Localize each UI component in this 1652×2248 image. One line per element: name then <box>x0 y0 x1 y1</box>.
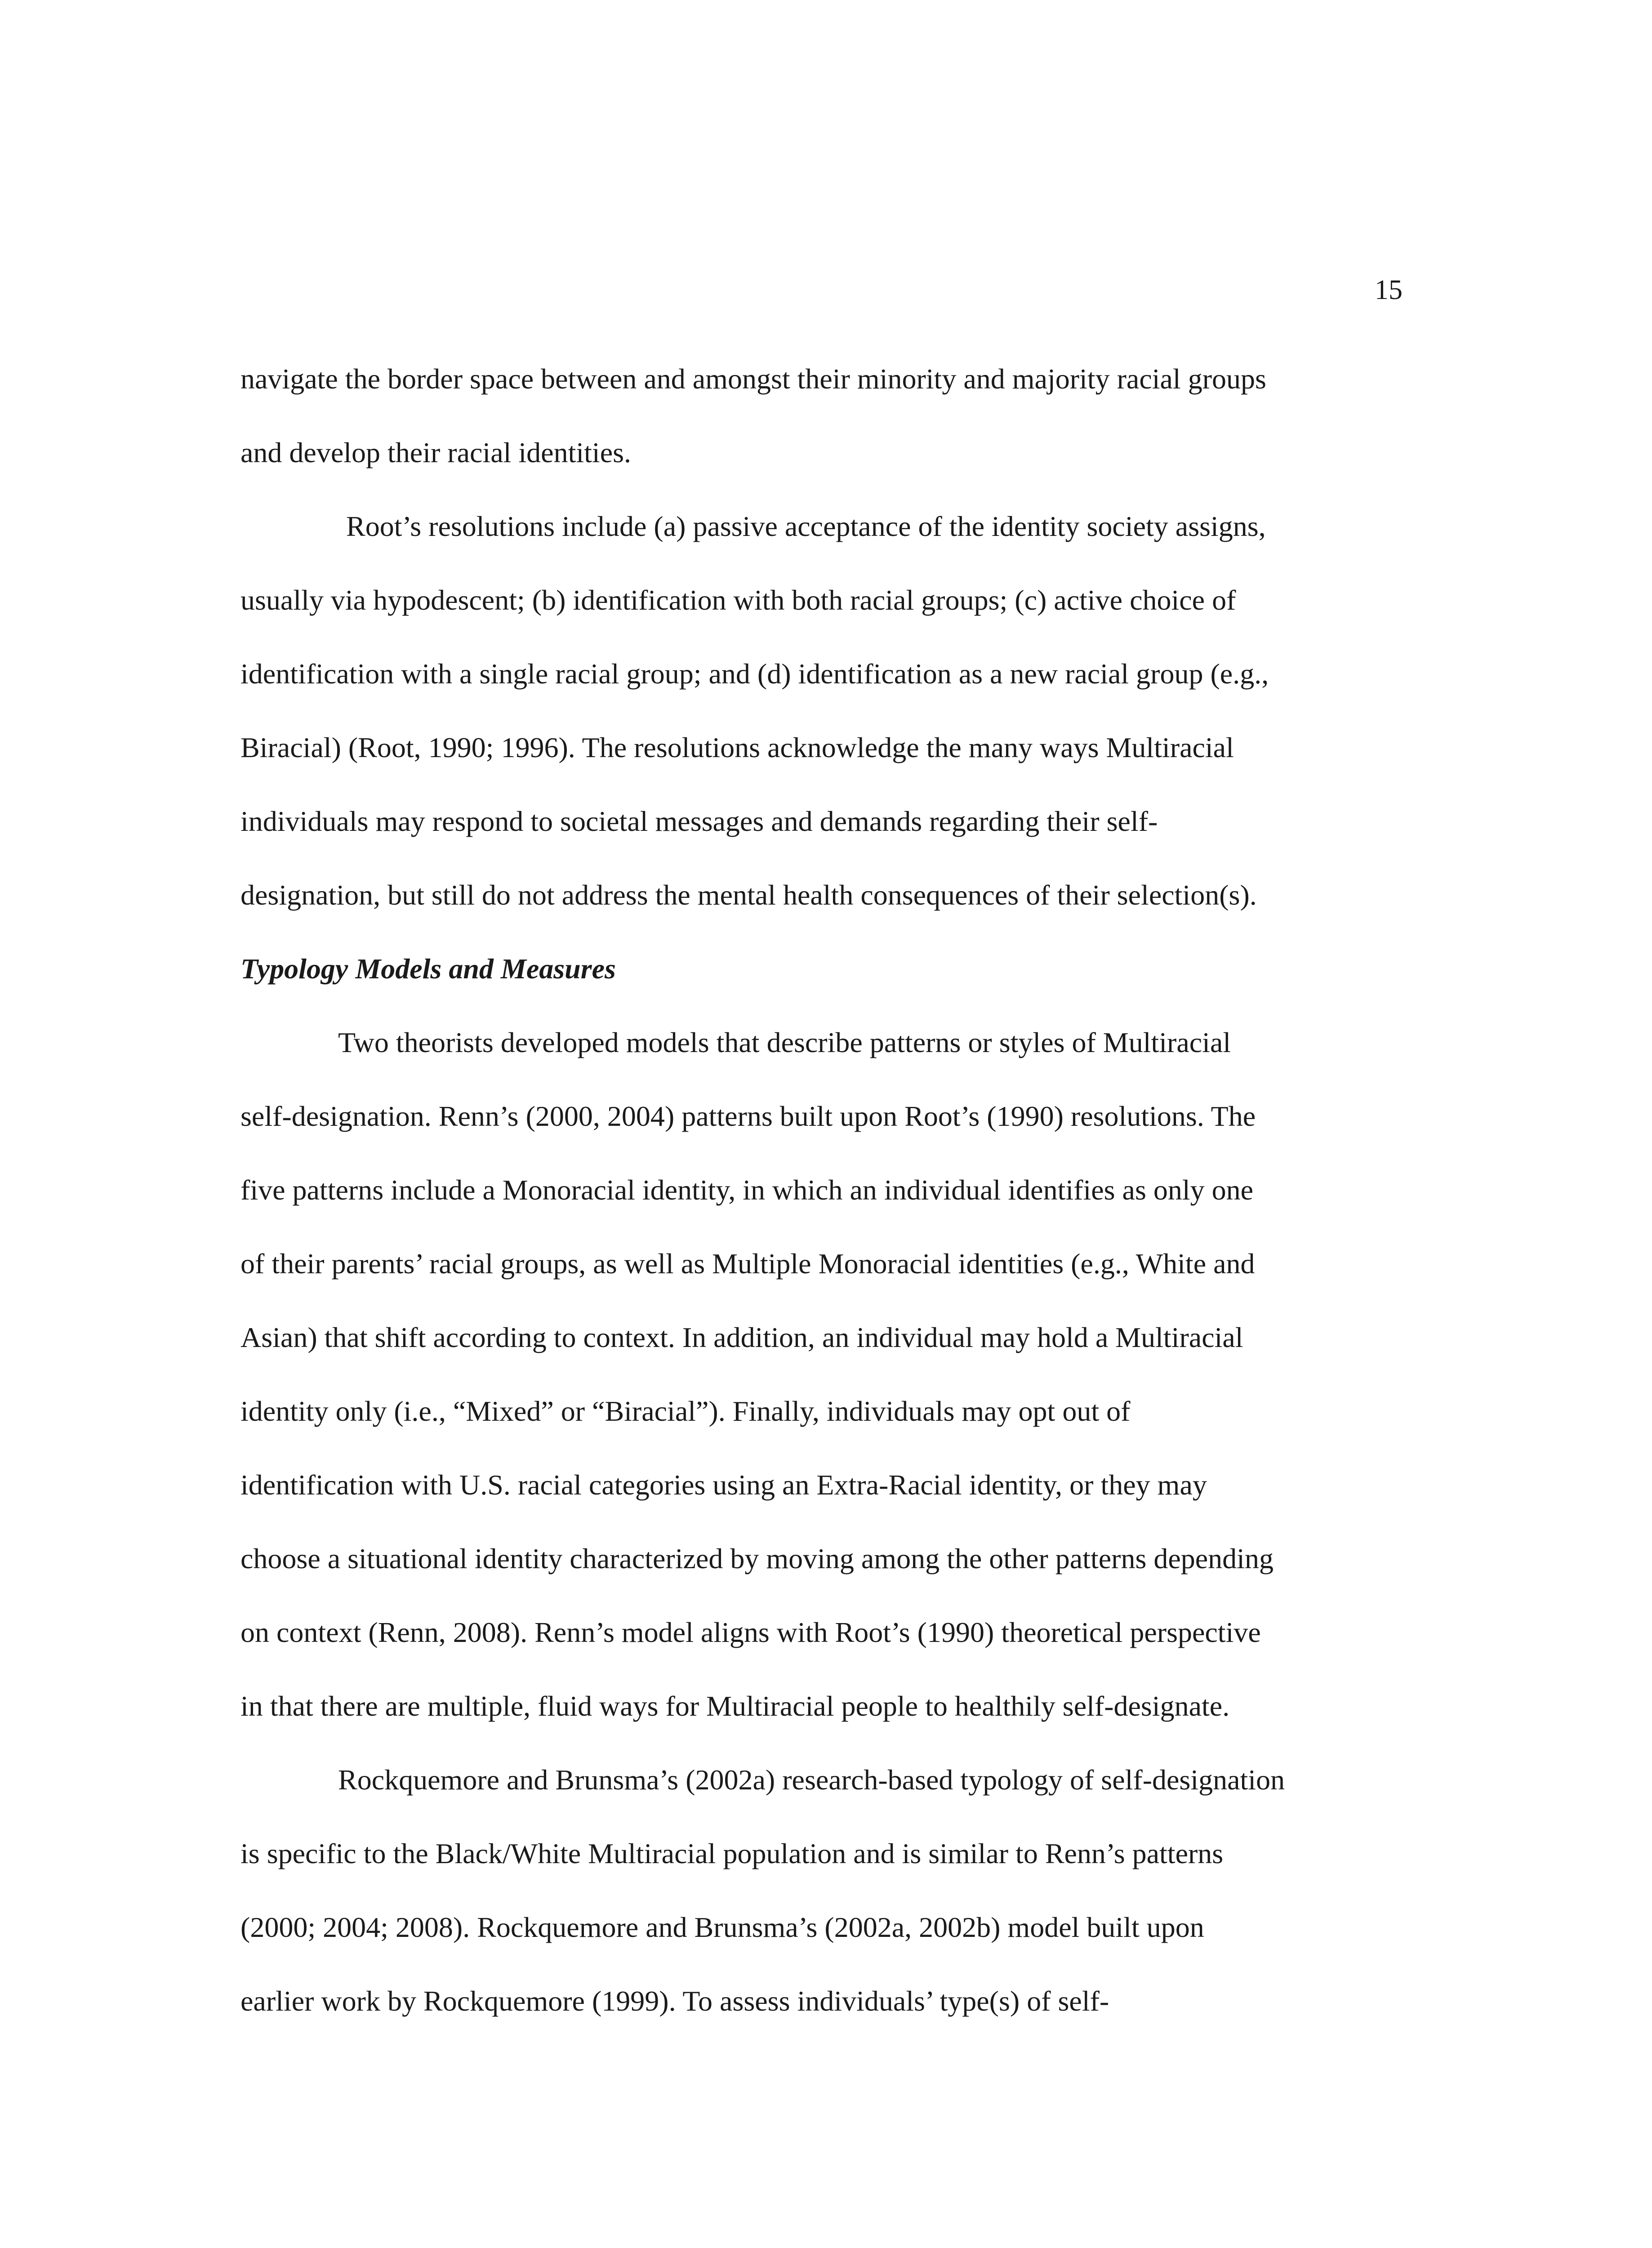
text-line: individuals may respond to societal messages and demands regarding their self- <box>240 805 1158 837</box>
text-line: Asian) that shift according to context. In addition, an individual may hold a Multiracial <box>240 1321 1243 1353</box>
text-line: identity only (i.e., “Mixed” or “Biracial”). Finally, individuals may opt out of <box>240 1395 1131 1427</box>
paragraph-start: Rockquemore and Brunsma’s (2002a) research-based typology of self-designation <box>338 1764 1285 1796</box>
text-line: (2000; 2004; 2008). Rockquemore and Brunsma’s (2002a, 2002b) model built upon <box>240 1911 1204 1943</box>
paragraph-start: Two theorists developed models that describe patterns or styles of Multiracial <box>338 1026 1231 1058</box>
page-number: 15 <box>1375 275 1403 305</box>
text-line: navigate the border space between and amongst their minority and majority racial groups <box>240 363 1266 395</box>
text-line: in that there are multiple, fluid ways for Multiracial people to healthily self-designate. <box>240 1690 1230 1722</box>
text-line: usually via hypodescent; (b) identification with both racial groups; (c) active choice of <box>240 584 1236 616</box>
text-line: Biracial) (Root, 1990; 1996). The resolutions acknowledge the many ways Multiracial <box>240 731 1234 763</box>
text-line: choose a situational identity characterized by moving among the other patterns depending <box>240 1543 1274 1574</box>
text-line: on context (Renn, 2008). Renn’s model aligns with Root’s (1990) theoretical perspective <box>240 1616 1261 1648</box>
text-line: designation, but still do not address the mental health consequences of their selection(s). <box>240 879 1257 911</box>
text-line: and develop their racial identities. <box>240 437 631 468</box>
text-line: earlier work by Rockquemore (1999). To assess individuals’ type(s) of self- <box>240 1985 1109 2017</box>
paragraph-start: Root’s resolutions include (a) passive acceptance of the identity society assigns, <box>346 510 1266 542</box>
text-line: self-designation. Renn’s (2000, 2004) patterns built upon Root’s (1990) resolutions. The <box>240 1100 1256 1132</box>
text-line: five patterns include a Monoracial identity, in which an individual identifies as only one <box>240 1174 1254 1206</box>
section-heading: Typology Models and Measures <box>240 953 616 985</box>
text-line: identification with U.S. racial categories using an Extra-Racial identity, or they may <box>240 1469 1207 1501</box>
text-line: of their parents’ racial groups, as well as Multiple Monoracial identities (e.g., White and <box>240 1248 1255 1280</box>
document-body <box>240 361 1409 2057</box>
text-line: is specific to the Black/White Multiracial population and is similar to Renn’s patterns <box>240 1838 1224 1869</box>
text-line: identification with a single racial group; and (d) identification as a new racial group (e.g., <box>240 658 1269 690</box>
